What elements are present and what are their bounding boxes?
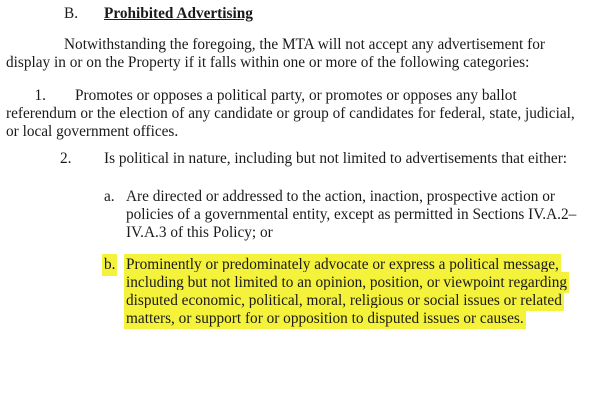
subitem-a-text: Are directed or addressed to the action, inaction, prospective action or policies of a governmental entity, except as permitted in Sections IV.A.2–IV.A.3 of this Policy; or [126, 188, 577, 241]
list-item-2-text: Is political in nature, including but not limited to advertisements that either: [104, 150, 568, 167]
subitem-b-letter: b. [104, 256, 116, 273]
list-item-1-number: 1. [34, 87, 46, 104]
section-title: Prohibited Advertising [104, 5, 253, 22]
list-item-1-text: Promotes or opposes a political party, or promotes or opposes any ballot referendum or the election of any candidate or group of candidates for federal, state, judicial, or local government offices. [6, 87, 575, 140]
subitem-b-block [126, 256, 596, 328]
subitem-a-letter: a. [104, 188, 115, 205]
intro-paragraph: Notwithstanding the foregoing, the MTA will not accept any advertisement for display in or on the Property if it falls within one or more of the following categories: [6, 36, 545, 71]
subitem-b-highlighted-text: Prominently or predominately advocate or express a political message, including but not limited to an opinion, position, or viewpoint regarding disputed economic, political, moral, religious or social issues or related matters, or support for or opposition to disputed issues or causes. [126, 256, 568, 327]
list-item-2-number: 2. [60, 150, 72, 167]
list-item-1 [6, 87, 590, 141]
section-letter: B. [64, 5, 79, 22]
